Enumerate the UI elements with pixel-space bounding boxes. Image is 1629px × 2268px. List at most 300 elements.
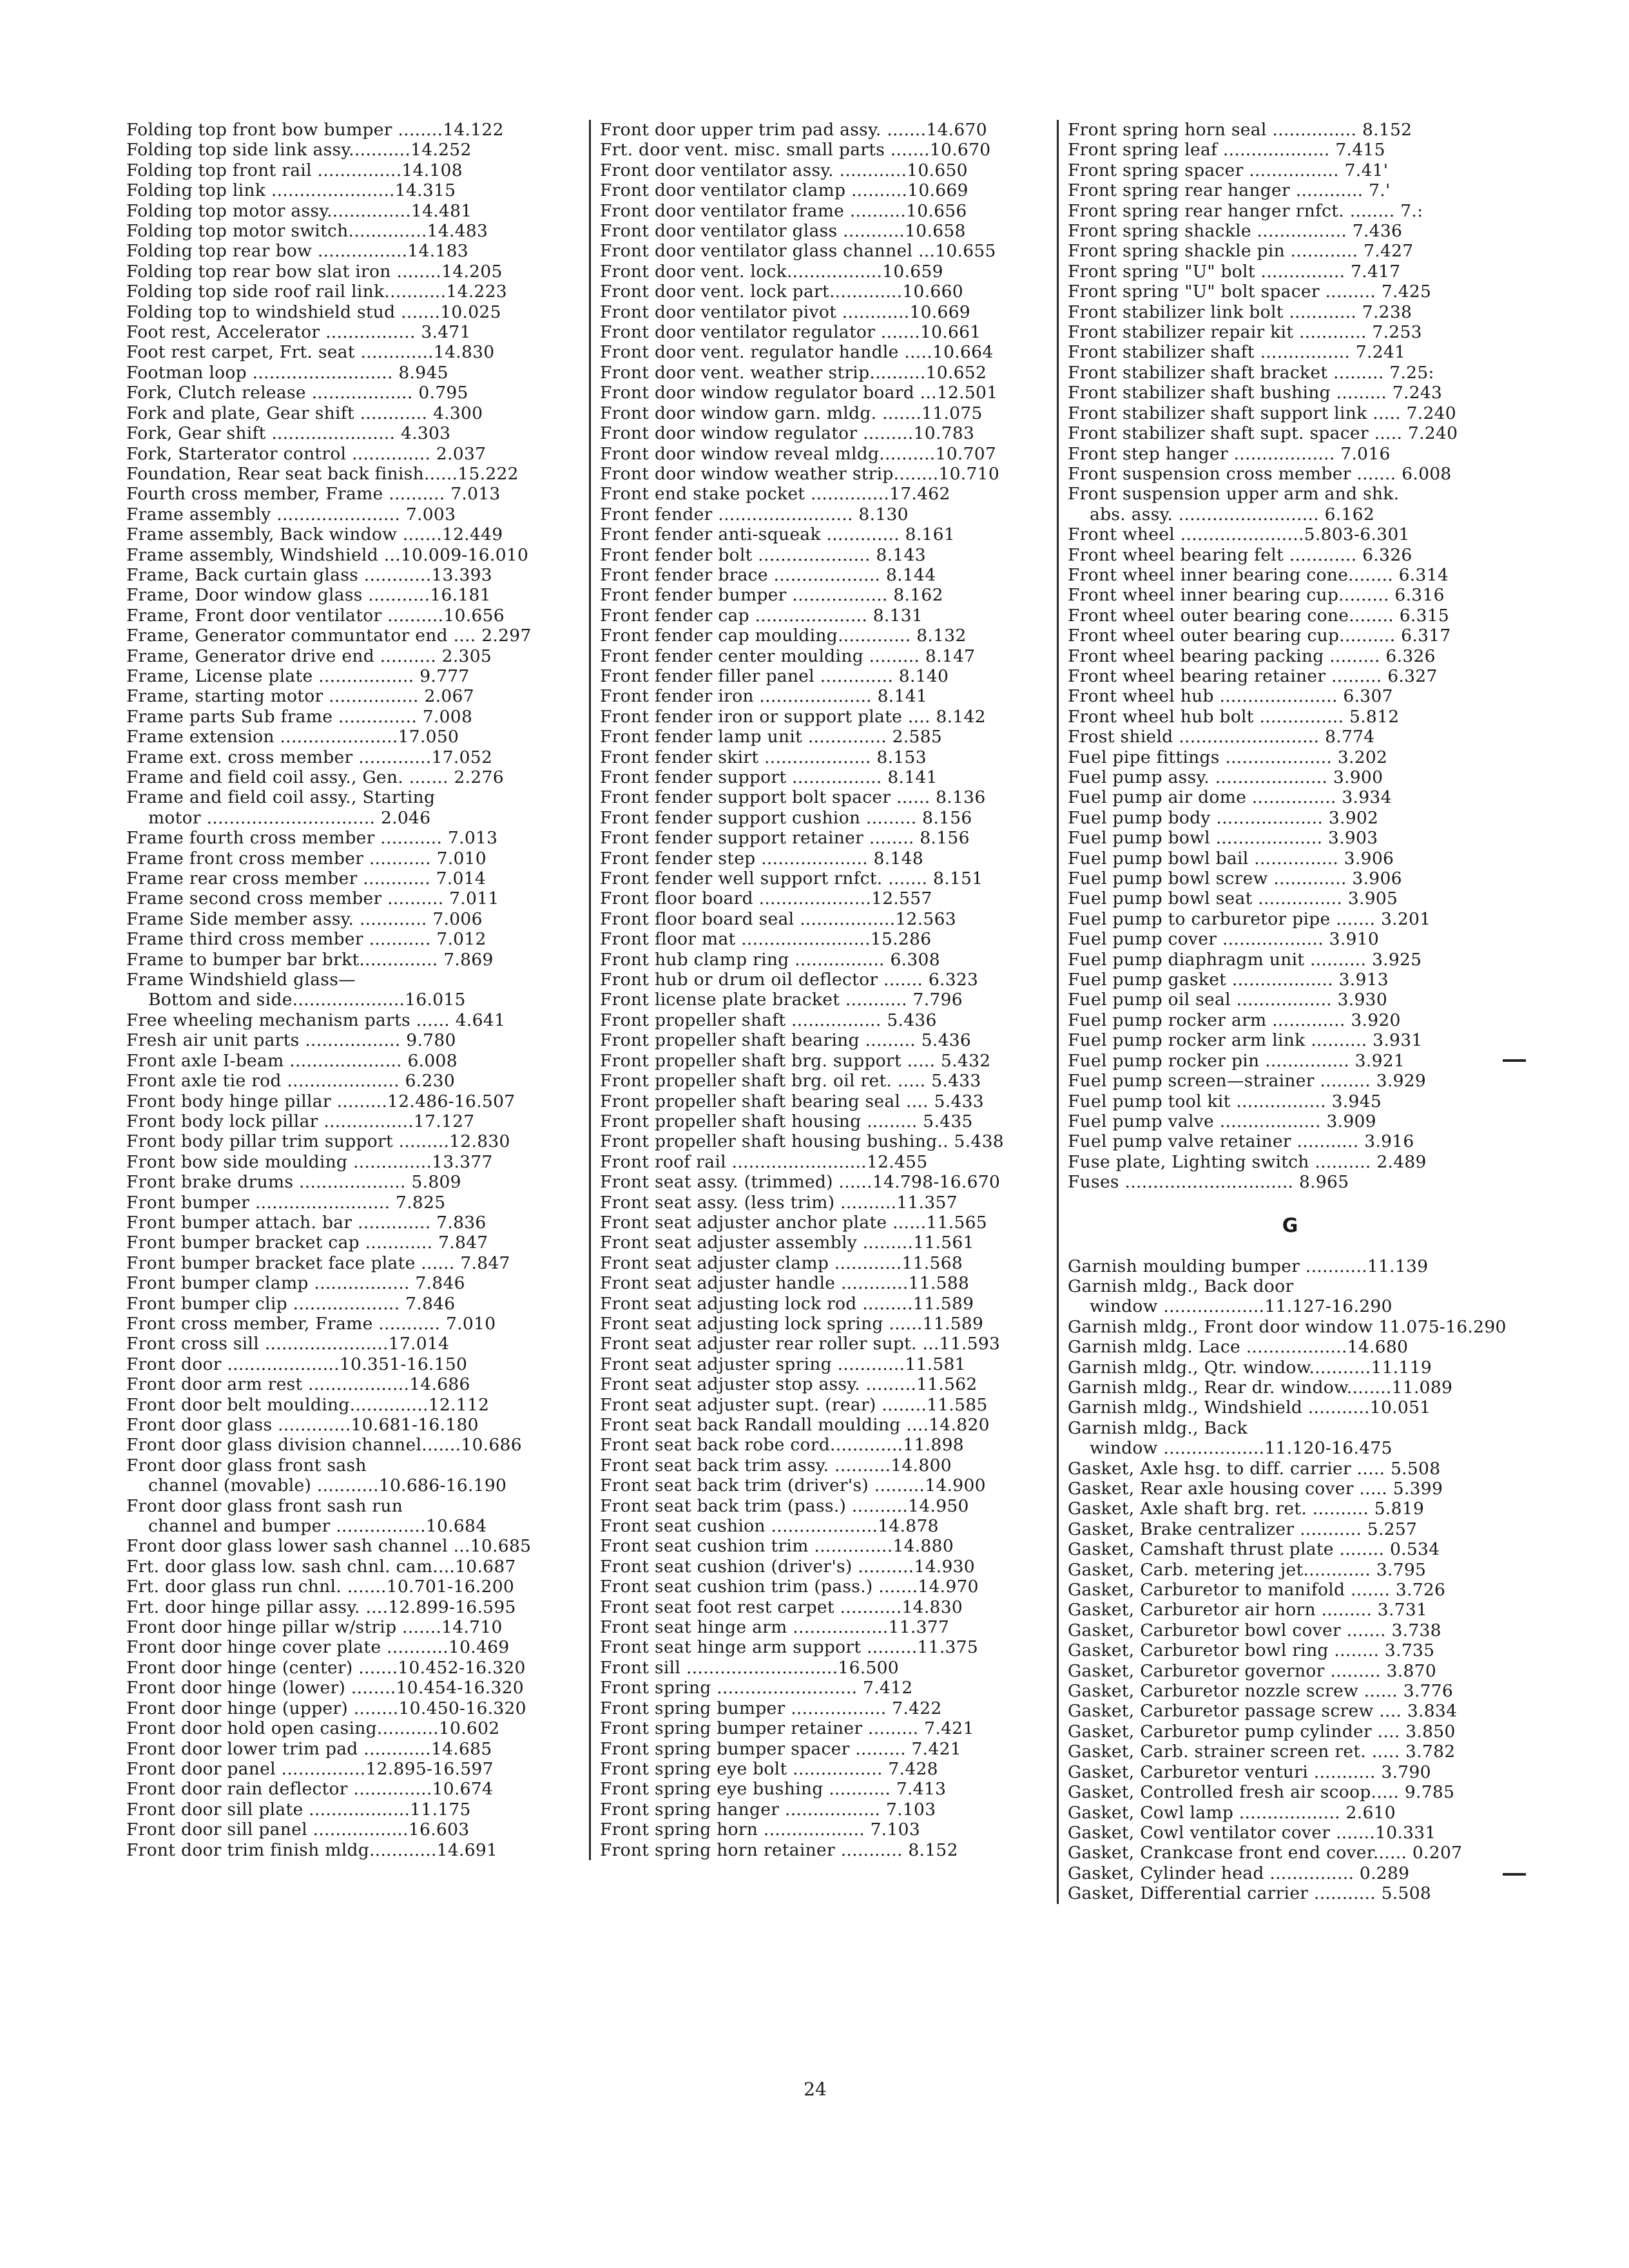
index-entry-text: Fuel pump bowl screw ............. 3.906 [1068,869,1402,889]
index-list-3-g [1068,1256,1512,1904]
index-entry [1068,363,1512,383]
index-entry [126,889,581,908]
index-entry-text: Front stabilizer shaft bracket ......... 7.25: [1068,362,1434,383]
index-entry [1068,1883,1512,1903]
index-entry-text: Gasket, Carburetor nozzle screw ...... 3.776 [1068,1681,1454,1702]
index-entry-text: Folding top to windshield stud .......10.025 [126,302,501,322]
index-entry-text: Front spring eye bushing ........... 7.413 [600,1779,947,1800]
index-entry [600,1233,1051,1253]
index-entry-text: Frame ext. cross member .............17.052 [126,747,493,767]
index-entry-text: abs. assy. ......................... 6.162 [1090,504,1374,524]
index-entry-text: Front seat back robe cord.............11.898 [600,1435,964,1456]
index-entry [1068,1803,1512,1823]
index-entry-text: Gasket, Carburetor air horn ......... 3.731 [1068,1600,1428,1620]
index-entry-text: Gasket, Crankcase front end cover...... 0.207 [1068,1843,1463,1863]
index-entry-text: Front door glass division channel.......10.686 [126,1435,522,1456]
index-entry [126,1294,581,1314]
index-entry [600,849,1051,869]
index-entry-text: Front spring spacer ................ 7.41' [1068,160,1389,180]
index-entry-text: Fuel pump to carburetor pipe ....... 3.201 [1068,908,1431,929]
index-entry-text: Front seat back Randall moulding ....14.820 [600,1415,990,1435]
index-entry [600,1617,1051,1637]
index-entry [126,1516,581,1536]
index-entry [1068,1438,1512,1458]
index-entry-text: Gasket, Carburetor passage screw .... 3.834 [1068,1701,1458,1722]
index-entry [1068,1172,1512,1192]
index-entry-text: Fuel pipe fittings ................... 3.202 [1068,747,1388,767]
index-entry [1068,1337,1512,1357]
index-entry-text: window ..................11.127-16.290 [1090,1296,1393,1317]
index-entry [126,929,581,949]
index-entry [126,282,581,302]
index-entry-text: Front door trim finish mldg............14.691 [126,1840,498,1860]
index-entry-text: Front door window weather strip........10.710 [600,463,999,484]
index-entry-text: Front bumper ........................ 7.825 [126,1192,446,1213]
index-entry-text: Folding top rear bow slat iron ........14.205 [126,261,503,282]
index-entry [600,1698,1051,1718]
index-entry [1068,1701,1512,1721]
index-entry [1068,221,1512,241]
index-entry [600,646,1051,666]
index-entry [126,1273,581,1293]
index-entry-text: Front fender iron .................... 8.141 [600,686,927,707]
index-entry [600,282,1051,302]
index-entry [126,1759,581,1779]
index-entry-text: Front fender support retainer ........ 8.156 [600,828,970,849]
index-entry-text: Front propeller shaft brg. support ..... 5.432 [600,1050,991,1071]
index-entry-text: Front seat adjuster spring ............11.581 [600,1354,966,1374]
index-entry-text: Front floor board seal .................12.563 [600,908,956,929]
index-entry-text: Front door window reveal mldg..........10.707 [600,443,997,464]
index-entry-text: Gasket, Carburetor governor ......... 3.870 [1068,1660,1436,1681]
index-entry [126,1354,581,1374]
index-entry [126,221,581,241]
index-entry-text: Front fender ........................ 8.130 [600,504,909,524]
index-entry [600,1820,1051,1840]
index-entry-text: Gasket, Differential carrier ........... 5.508 [1068,1883,1432,1904]
index-entry-text: Front door ventilator clamp ..........10.669 [600,180,969,201]
index-entry [1068,1539,1512,1559]
index-entry [1068,524,1512,544]
index-entry-text: Frame Windshield glass— [126,970,356,990]
index-entry-text: channel and bumper ................10.684 [148,1516,487,1537]
index-entry-text: Frt. door vent. misc. small parts .......10.670 [600,140,991,160]
index-entry-text: Frame fourth cross member ........... 7.013 [126,828,498,849]
index-column-3 [1057,120,1512,1904]
index-entry-text: Fuses .............................. 8.965 [1068,1172,1349,1193]
index-entry [600,950,1051,970]
index-entry [1068,1071,1512,1091]
index-entry-text: Front suspension upper arm and shk. [1068,484,1400,505]
index-entry [126,302,581,322]
index-entry-text: Frame, License plate ................. 9.777 [126,666,470,686]
index-entry-text: Front seat cushion (driver's) ..........14.930 [600,1556,975,1577]
index-entry [600,342,1051,362]
index-entry-text: Front spring eye bolt ................ 7.428 [600,1758,938,1779]
index-entry [600,505,1051,524]
index-entry [600,423,1051,443]
index-entry [126,950,581,970]
index-entry [1068,302,1512,322]
index-entry-text: Front door ventilator frame ..........10.656 [600,200,967,221]
index-entry [126,403,581,423]
index-entry [1068,1111,1512,1131]
index-entry-text: Front wheel bearing felt ............ 6.326 [1068,544,1412,565]
index-entry [126,1435,581,1455]
index-entry [600,1658,1051,1678]
index-entry-text: Frt. door hinge pillar assy. ....12.899-16.595 [126,1597,516,1617]
index-entry-text: Front spring bumper spacer ......... 7.421 [600,1738,961,1759]
index-entry [126,484,581,504]
index-entry [126,1597,581,1617]
index-entry-text: Front stabilizer link bolt ............ 7.238 [1068,302,1412,322]
index-entry [126,626,581,646]
index-entry [126,464,581,484]
index-entry-text: Front seat cushion trim ..............14.880 [600,1536,954,1557]
index-entry-text: Front brake drums ................... 5.809 [126,1172,461,1193]
index-entry-text: Gasket, Carburetor bowl cover ....... 3.738 [1068,1620,1441,1640]
index-entry-text: Front stabilizer repair kit ............ 7.253 [1068,322,1422,343]
index-entry [600,1213,1051,1233]
index-entry [126,1071,581,1091]
index-entry [600,1840,1051,1860]
index-entry [1068,1823,1512,1843]
index-entry [126,1314,581,1334]
index-entry [126,1658,581,1678]
index-entry [126,1051,581,1071]
index-entry-text: Frame, Back curtain glass ............13.393 [126,564,492,585]
index-entry [1068,241,1512,261]
index-entry-text: Front license plate bracket ........... 7.796 [600,990,963,1010]
index-entry [1068,1762,1512,1782]
index-entry-text: Frame, Door window glass ...........16.181 [126,585,491,606]
index-entry [1068,1681,1512,1701]
index-entry-text: Front door vent. weather strip..........10.652 [600,362,987,383]
index-entry [1068,262,1512,282]
index-entry-text: Frame, Generator communtator end .... 2.297 [126,626,532,646]
index-entry [126,707,581,727]
index-entry [126,383,581,403]
index-entry-text: Footman loop ......................... 8.945 [126,362,448,383]
index-entry-text: Front wheel inner bearing cone........ 6.314 [1068,564,1449,585]
index-entry-text: Front stabilizer shaft ................ 7.241 [1068,342,1406,363]
index-entry-text: Fork, Gear shift ...................... 4.303 [126,423,451,444]
index-entry-text: Front spring horn seal ............... 8.152 [1068,120,1412,140]
index-entry [1068,606,1512,626]
index-entry-text: Front seat adjuster supt. (rear) ........11.585 [600,1394,988,1415]
index-entry [126,828,581,848]
index-entry-text: Front propeller shaft bearing seal .... 5.433 [600,1091,984,1111]
index-entry-text: Front door belt moulding..............12.112 [126,1394,490,1415]
index-entry [1068,1499,1512,1519]
index-entry-text: Gasket, Brake centralizer ........... 5.257 [1068,1519,1418,1539]
index-entry [126,1253,581,1273]
index-entry [600,464,1051,484]
index-entry-text: Front door vent. regulator handle .....10.664 [600,342,994,363]
index-entry-text: Front floor board ....................12.557 [600,889,932,909]
index-list-3 [1068,120,1512,1193]
index-entry-text: Gasket, Carburetor to manifold ....... 3.726 [1068,1580,1446,1600]
index-entry-text: Front seat hinge arm .................11.377 [600,1617,950,1638]
index-entry [1068,342,1512,362]
index-entry-text: Front fender step ................... 8.148 [600,848,923,869]
index-entry [1068,140,1512,160]
index-entry-text: Front wheel ......................5.803-6.301 [1068,524,1410,545]
index-entry [600,1678,1051,1698]
index-entry [600,403,1051,423]
index-entry [600,626,1051,646]
index-entry [126,1617,581,1637]
index-entry [600,201,1051,221]
index-entry [600,1536,1051,1556]
index-entry [126,363,581,383]
index-entry-text: Front propeller shaft ................ 5.436 [600,1010,937,1030]
index-entry-text: Front seat cushion trim (pass.) .......14.970 [600,1577,979,1597]
index-entry [1068,1152,1512,1172]
index-entry-text: Garnish mldg. Lace ..................14.680 [1068,1337,1409,1358]
index-entry [1068,1782,1512,1802]
index-entry [126,342,581,362]
index-entry-text: Folding top front rail ...............14.108 [126,160,463,180]
index-entry-text: Frame to bumper bar brkt.............. 7.869 [126,949,494,970]
index-entry-text: Front spring leaf ................... 7.415 [1068,140,1385,160]
index-entry-text: Front fender bolt .................... 8.143 [600,544,926,565]
index-entry [126,262,581,282]
index-entry-text: Front seat assy. (trimmed) ......14.798-16.670 [600,1172,1001,1193]
index-entry [126,1577,581,1597]
index-entry [1068,1317,1512,1337]
index-entry-text: Fuel pump bowl bail ............... 3.906 [1068,848,1394,869]
index-entry-text: Garnish mldg., Rear dr. window........11.089 [1068,1377,1453,1398]
index-entry-text: Frame, Front door ventilator ..........10.656 [126,605,505,626]
index-entry-text: Front seat adjusting lock rod .........11.589 [600,1293,974,1314]
index-entry [1068,160,1512,180]
index-entry [126,1193,581,1213]
index-list-2 [600,120,1051,1860]
index-entry [1068,201,1512,221]
index-entry [1068,707,1512,727]
index-entry [1068,565,1512,585]
index-entry [126,1739,581,1759]
index-entry-text: Garnish moulding bumper ...........11.139 [1068,1256,1429,1276]
index-entry-text: Front spring ......................... 7.412 [600,1678,913,1698]
index-entry-text: Front spring hanger ................. 7.103 [600,1799,936,1820]
index-entry-text: Front fender cap moulding............. 8.132 [600,626,967,646]
index-entry [600,221,1051,241]
index-entry-text: Frame rear cross member ............ 7.014 [126,869,487,889]
index-entry [126,1536,581,1556]
index-entry [600,1779,1051,1799]
index-entry-text: Front suspension cross member ....... 6.008 [1068,463,1452,484]
index-entry-text: Front seat adjuster assembly .........11.561 [600,1233,974,1253]
index-entry-text: Frame second cross member .......... 7.011 [126,889,499,909]
index-entry-text: window ..................11.120-16.475 [1090,1438,1393,1459]
index-entry-text: channel (movable) ...........10.686-16.190 [148,1475,507,1496]
index-entry [600,1253,1051,1273]
index-entry-text: Front spring "U" bolt ............... 7.417 [1068,261,1401,282]
index-entry-text: Front door ventilator assy. ............10.650 [600,160,968,180]
index-entry [1068,849,1512,869]
index-entry-text: Front spring horn retainer ........... 8.152 [600,1840,958,1860]
index-entry [1068,828,1512,848]
index-entry [1068,282,1512,302]
index-entry [126,909,581,929]
index-entry [600,444,1051,464]
index-entry [126,686,581,706]
index-entry [600,1739,1051,1759]
index-entry [600,808,1051,828]
index-entry-text: Frame and field coil assy., Starting [126,787,436,808]
index-entry-text: Front seat adjuster handle ............11.588 [600,1273,970,1294]
index-entry [126,1010,581,1030]
index-entry [1068,1296,1512,1316]
index-entry-text: Front spring horn .................. 7.103 [600,1820,921,1840]
index-entry [600,140,1051,160]
index-entry-text: Front door hinge (center) .......10.452-16.320 [126,1657,526,1678]
index-entry-text: Front door glass front sash [126,1455,367,1475]
index-entry [600,1435,1051,1455]
index-entry [600,1395,1051,1415]
index-entry [126,140,581,160]
index-entry-text: Front door arm rest ..................14.686 [126,1374,470,1395]
index-entry [600,1030,1051,1050]
index-entry [126,1233,581,1253]
index-entry [126,1213,581,1233]
index-entry-text: Frame third cross member ........... 7.012 [126,929,487,950]
index-entry [126,1131,581,1151]
index-entry-text: Frame parts Sub frame .............. 7.008 [126,706,473,727]
index-entry-text: Fuel pump bowl ................... 3.903 [1068,828,1378,849]
index-entry [126,322,581,342]
index-entry [1068,767,1512,787]
index-entry-text: Fuel pump rocker arm ............. 3.920 [1068,1010,1401,1030]
index-entry [126,444,581,464]
index-entry [126,180,581,200]
index-entry-text: Front spring "U" bolt spacer ......... 7.425 [1068,282,1432,302]
index-entry-text: Front wheel bearing packing ......... 6.326 [1068,646,1436,666]
index-entry [1068,1418,1512,1438]
index-entry-text: Front stabilizer shaft bushing ......... 7.243 [1068,383,1443,403]
index-entry-text: Front fender cap .................... 8.131 [600,605,923,626]
index-entry-text: Front wheel outer bearing cone........ 6.315 [1068,605,1450,626]
index-entry-text: Front wheel bearing retainer ......... 6.327 [1068,666,1438,686]
index-entry-text: Front body lock pillar ................17.127 [126,1111,475,1131]
index-entry [600,565,1051,585]
index-entry-text: Frame Side member assy. ............ 7.006 [126,908,483,929]
index-entry [126,1820,581,1840]
index-entry [1068,909,1512,929]
index-entry-text: Folding top side link assy...........14.252 [126,140,472,160]
index-entry-text: Front fender center moulding ......... 8.147 [600,646,976,666]
index-entry [1068,950,1512,970]
index-entry-text: Front body hinge pillar .........12.486-16.507 [126,1091,516,1111]
index-entry [126,1840,581,1860]
index-entry-text: Front stabilizer shaft supt. spacer ..... 7.240 [1068,423,1458,444]
index-entry-text: Front fender bumper ................. 8.162 [600,585,943,606]
index-entry-text: Front seat adjuster anchor plate ......11.565 [600,1212,987,1233]
index-entry [126,1334,581,1354]
index-entry [600,1294,1051,1314]
index-entry [1068,322,1512,342]
index-entry-text: Fuel pump bowl seat ............... 3.905 [1068,889,1398,909]
index-entry [600,1637,1051,1657]
index-entry-text: Front hub or drum oil deflector ....... 6.323 [600,970,979,990]
index-entry [600,1131,1051,1151]
index-entry [600,1354,1051,1374]
index-entry-text: Fuel pump tool kit ................ 3.945 [1068,1091,1382,1111]
index-entry [600,1475,1051,1495]
index-entry [1068,869,1512,889]
index-entry-text: Bottom and side....................16.015 [148,990,466,1010]
index-entry-text: Fresh air unit parts ................. 9.780 [126,1030,456,1051]
index-entry-text: Front roof rail ........................12.455 [600,1151,928,1172]
index-entry [126,727,581,747]
index-entry [600,1193,1051,1213]
index-entry-text: Front door hinge (upper) ........10.450-16.320 [126,1698,526,1718]
section-heading-g: G [1282,1214,1298,1237]
index-entry-text: Front bow side moulding ..............13.377 [126,1151,493,1172]
index-entry [600,1496,1051,1516]
index-entry-text: Folding top motor switch..............14.483 [126,221,488,242]
index-entry [1068,464,1512,484]
index-entry-text: Front cross sill ......................17.014 [126,1334,450,1354]
index-entry-text: Frame extension .....................17.050 [126,727,459,747]
index-entry-text: Fuel pump rocker pin ............... 3.921 [1068,1050,1405,1071]
index-entry [600,1577,1051,1597]
index-list-1 [126,120,581,1860]
index-entry-text: Garnish mldg., Front door window 11.075-16.290 [1068,1316,1507,1337]
index-entry-text: Front spring shackle ................ 7.436 [1068,221,1403,242]
index-entry [1068,1276,1512,1296]
index-entry [1068,970,1512,990]
index-entry [126,120,581,140]
index-entry-text: Front door window regulator board ...12.501 [600,383,998,403]
index-entry-text: Gasket, Carburetor pump cylinder .... 3.850 [1068,1721,1456,1742]
index-entry [1068,1620,1512,1640]
index-entry-text: Garnish mldg., Back door [1068,1276,1294,1296]
index-entry-text: Front fender iron or support plate .... 8.142 [600,706,986,727]
index-entry [1068,484,1512,504]
index-entry [126,1415,581,1435]
index-entry-text: Front door hinge (lower) ........10.454-16.320 [126,1678,524,1698]
index-entry-text: Front door lower trim pad ............14.685 [126,1738,492,1759]
index-entry [600,1152,1051,1172]
index-entry [126,747,581,767]
index-entry-text: Foot rest, Accelerator ................ 3.471 [126,322,471,343]
index-entry [126,1800,581,1820]
index-entry-text: Front door window regulator .........10.783 [600,423,975,444]
index-entry-text: Front spring shackle pin ............ 7.427 [1068,241,1414,262]
index-entry [126,1678,581,1698]
index-entry [126,1152,581,1172]
index-entry [126,1456,581,1475]
index-entry [126,1111,581,1131]
index-entry-text: Folding top motor assy...............14.481 [126,200,472,221]
index-entry-text: Frame assembly, Windshield ...10.009-16.010 [126,544,529,565]
index-entry-text: Front door ventilator glass ...........10.658 [600,221,966,242]
index-entry [1068,1843,1512,1863]
index-entry-text: Front seat foot rest carpet ...........14.830 [600,1597,963,1617]
index-entry-text: Front door hinge pillar w/strip .......14.710 [126,1617,503,1638]
index-entry-text: Fork and plate, Gear shift ............ 4.300 [126,403,483,423]
index-entry-text: Front seat cushion ...................14.878 [600,1516,939,1537]
index-entry-text: Fuel pump gasket .................. 3.913 [1068,970,1389,990]
index-entry [1068,1030,1512,1050]
index-entry-text: Front fender support bolt spacer ...... 8.136 [600,787,986,808]
index-entry-text: Front seat back trim (pass.) ..........14.950 [600,1495,969,1516]
index-entry-text: Front seat adjuster rear roller supt. ...11.593 [600,1334,1001,1354]
index-entry [600,747,1051,767]
